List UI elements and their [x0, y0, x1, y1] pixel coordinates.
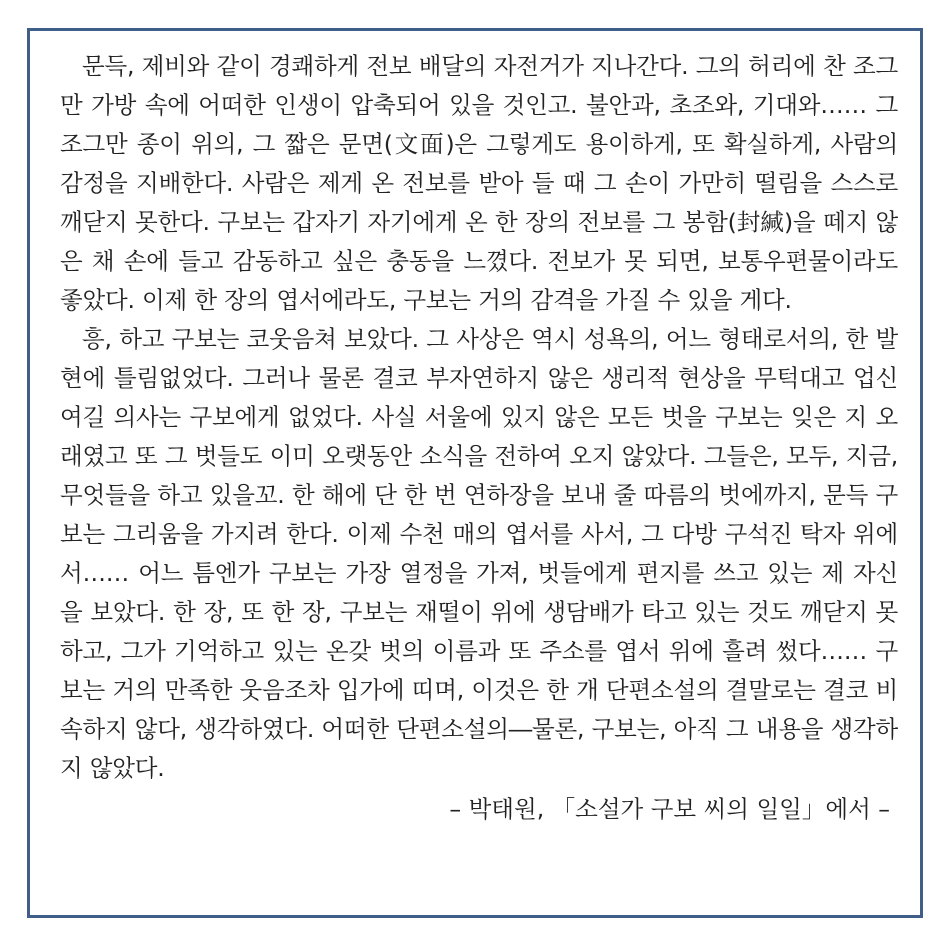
paragraph-1: 문득, 제비와 같이 경쾌하게 전보 배달의 자전거가 지나간다. 그의 허리에 찬 조그만 가방 속에 어떠한 인생이 압축되어 있을 것인고. 불안과, 초조와, 기대와…… 그 조그만 종이 위의, 그 짧은 문면(文面)은 그렇게도 용이하게, 또 확실하게, 사람의 감정을 지배한다. 사람은 제게 온 전보를 받아 들 때 그 손이 가만히 떨림을 스스로 깨닫지 못한다. 구보는 갑자기 자기에게 온 한 장의 전보를 그 봉함(封緘)을 떼지 않은 채 손에 들고 감동하고 싶은 충동을 느꼈다. 전보가 못 되면, 보통우편물이라도 좋았다. 이제 한 장의 엽서에라도, 구보는 거의 감격을 가질 수 있을 게다.: [60, 52, 898, 314]
source-citation: – 박태원, 「소설가 구보 씨의 일일」에서 –: [449, 795, 890, 823]
paragraph-2: 흥, 하고 구보는 코웃음쳐 보았다. 그 사상은 역시 성욕의, 어느 형태로서의, 한 발현에 틀림없었다. 그러나 물론 결코 부자연하지 않은 생리적 현상을 무턱대고 업신여길 의사는 구보에게 없었다. 사실 서울에 있지 않은 모든 벗을 구보는 잊은 지 오래였고 또 그 벗들도 이미 오랫동안 소식을 전하여 오지 않았다. 그들은, 모두, 지금, 무엇들을 하고 있을꼬. 한 해에 단 한 번 연하장을 보내 줄 따름의 벗에까지, 문득 구보는 그리움을 가지려 한다. 이제 수천 매의 엽서를 사서, 그 다방 구석진 탁자 위에서…… 어느 틈엔가 구보는 가장 열정을 가져, 벗들에게 편지를 쓰고 있는 제 자신을 보았다. 한 장, 또 한 장, 구보는 재떨이 위에 생담배가 타고 있는 것도 깨닫지 못하고, 그가 기억하고 있는 온갖 벗의 이름과 또 주소를 엽서 위에 흘려 썼다…… 구보는 거의 만족한 웃음조차 입가에 띠며, 이것은 한 개 단편소설의 결말로는 결코 비속하지 않다, 생각하였다. 어떠한 단편소설의―물론, 구보는, 아직 그 내용을 생각하지 않았다.: [60, 325, 898, 782]
passage-box: [27, 28, 923, 918]
